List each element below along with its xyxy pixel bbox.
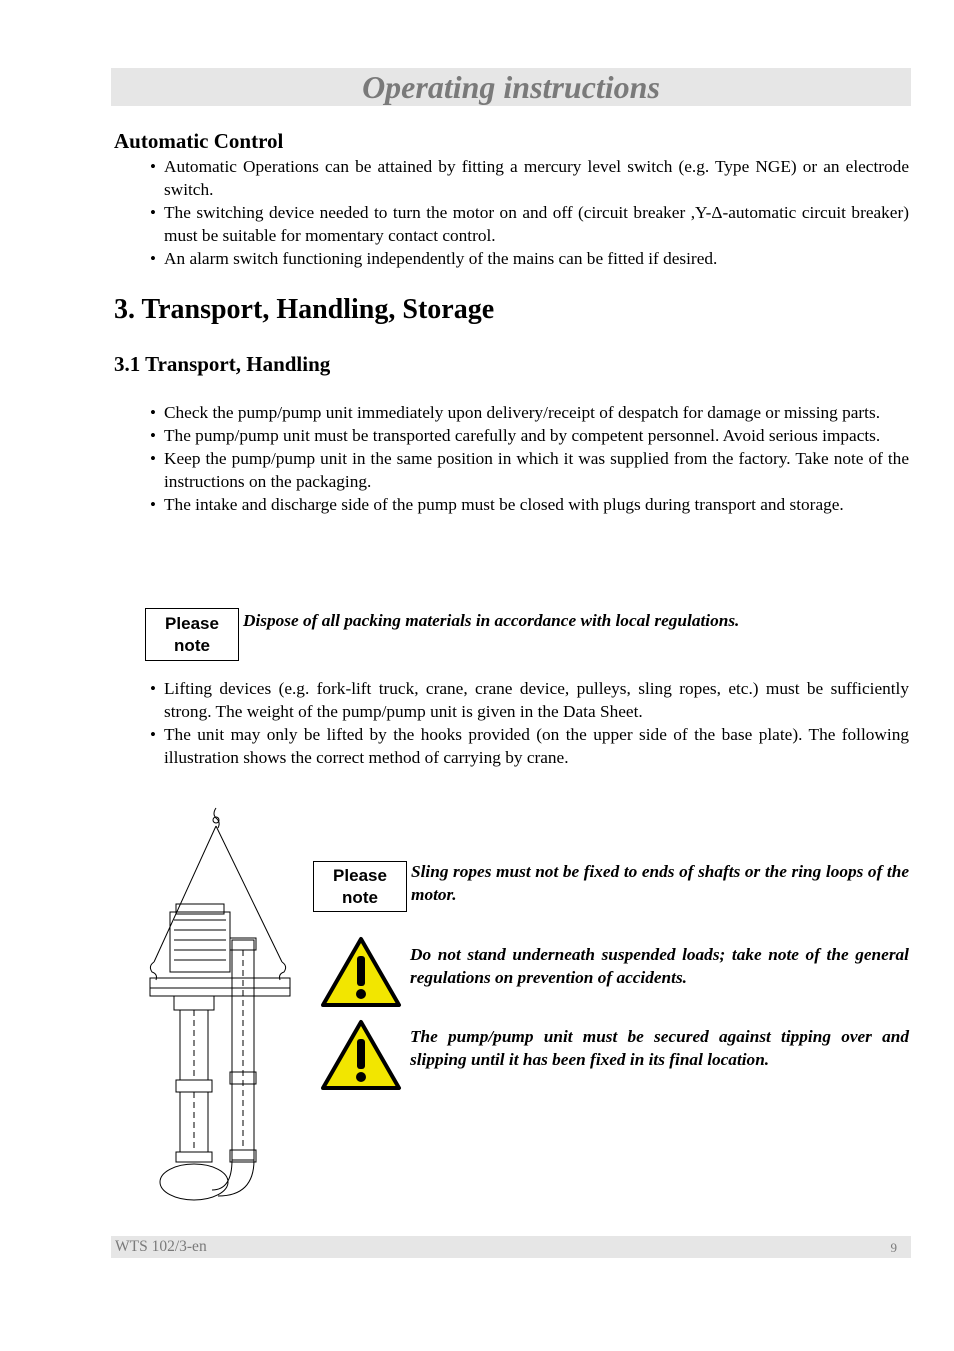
bullet-icon: • [150, 249, 156, 268]
bullet-icon: • [150, 495, 156, 514]
section-heading: 3. Transport, Handling, Storage [114, 294, 495, 325]
document-id: WTS 102/3-en [115, 1238, 207, 1255]
transport-list [150, 401, 909, 516]
note-label-line2: note [342, 887, 378, 907]
warning-triangle-icon [320, 1019, 402, 1091]
list-item: • Lifting devices (e.g. fork-lift truck, crane, crane device, pulleys, sling ropes, etc.) must be sufficiently strong. The weight of the pump/pump unit is given in the Data Sheet. [150, 679, 909, 721]
warning-triangle-icon [320, 936, 402, 1008]
list-item: • The intake and discharge side of the pump must be closed with plugs during transport and storage. [150, 495, 844, 514]
page-number: 9 [890, 1240, 897, 1255]
automatic-control-list [150, 155, 909, 270]
bullet-icon: • [150, 725, 156, 744]
subsection-heading: 3.1 Transport, Handling [114, 352, 331, 376]
lifting-list [150, 677, 909, 769]
page-title: Operating instructions [362, 69, 660, 105]
list-item: • The pump/pump unit must be transported carefully and by competent personnel. Avoid serious impacts. [150, 426, 881, 445]
note-text: Sling ropes must not be fixed to ends of shafts or the ring loops of the motor. [411, 862, 909, 904]
note-label-line1: Please [333, 865, 387, 885]
bullet-icon: • [150, 157, 156, 176]
bullet-icon: • [150, 679, 156, 698]
page-footer [111, 1236, 911, 1258]
please-note-box [145, 608, 239, 661]
list-item: • An alarm switch functioning independently of the mains can be fitted if desired. [150, 249, 718, 268]
list-item: • Keep the pump/pump unit in the same position in which it was supplied from the factory. Take note of the instructions on the packaging. [150, 449, 909, 491]
bullet-icon: • [150, 426, 156, 445]
bullet-icon: • [150, 203, 156, 222]
automatic-control-heading: Automatic Control [114, 129, 284, 153]
bullet-icon: • [150, 403, 156, 422]
list-item: • Automatic Operations can be attained by fitting a mercury level switch (e.g. Type NGE) or an electrode switch. [150, 157, 909, 199]
note-label-line2: note [174, 635, 210, 655]
please-note-box [313, 861, 407, 912]
note-text: Dispose of all packing materials in accordance with local regulations. [243, 611, 740, 630]
list-item: • Check the pump/pump unit immediately upon delivery/receipt of despatch for damage or missing parts. [150, 403, 881, 422]
list-item: • The switching device needed to turn the motor on and off (circuit breaker ,Y-Δ-automatic circuit breaker) must be suitable for momentary contact control. [150, 203, 909, 245]
warning-text: The pump/pump unit must be secured against tipping over and slipping until it has been fixed in its final location. [410, 1027, 909, 1069]
list-item: • The unit may only be lifted by the hooks provided (on the upper side of the base plate). The following illustration shows the correct method of carrying by crane. [150, 725, 909, 767]
note-label-line1: Please [165, 613, 219, 633]
page-header [111, 68, 911, 106]
bullet-icon: • [150, 449, 156, 468]
warning-text: Do not stand underneath suspended loads; take note of the general regulations on prevention of accidents. [410, 945, 909, 987]
pump-crane-illustration [140, 800, 305, 1205]
